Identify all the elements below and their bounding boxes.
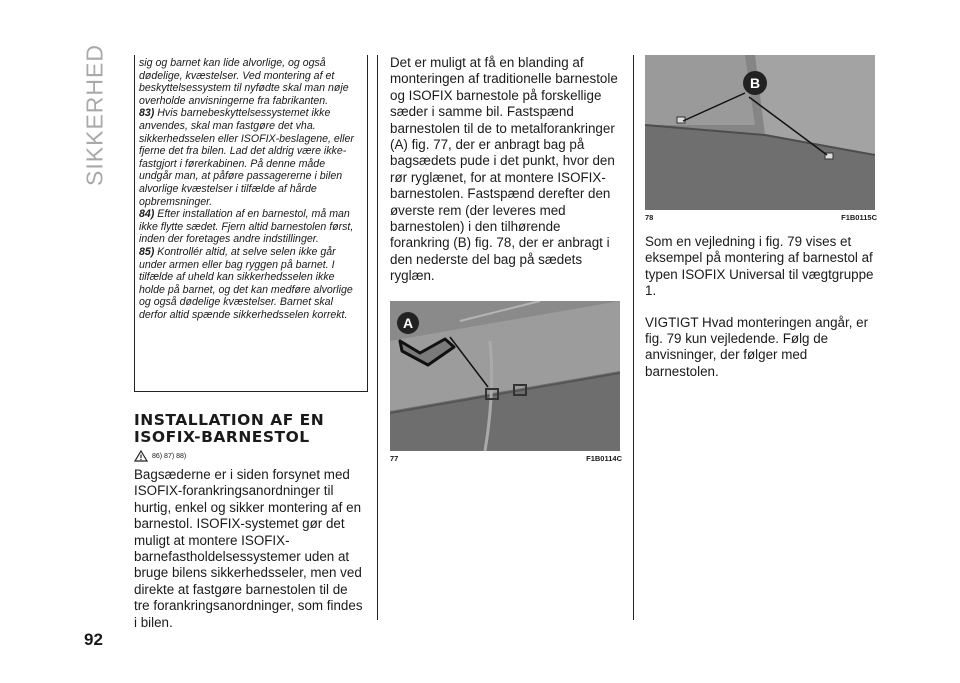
warning-references [134, 450, 364, 462]
figure-number: 78 [645, 213, 654, 222]
column-2 [390, 55, 622, 463]
warning-box [134, 55, 368, 392]
warning-item: 83) Hvis barnebeskyttelsessystemet ikke anvendes, skal man fastgøre det vha. sikkerhedsselen eller ISOFIX-beslagene, eller fjerne det fra bilen. Lad det aldrig være ikke-fastgjort i førerkabinen. På denne måde undgår man, at påføre passagererne i bilen alvorlige kvæstelser i tilfælde af hårde opbremsninger. [139, 107, 354, 208]
section-heading: INSTALLATION AF EN ISOFIX-BARNESTOL [134, 411, 325, 446]
warning-intro: sig og barnet kan lide alvorlige, og også dødelige, kvæstelser. Ved montering af et beskyttelsessystem til nyfødte skal man nøje overholde anvisningerne fra fabrikanten. [139, 57, 349, 107]
body-paragraph: Bagsæderne er i siden forsynet med ISOFIX-forankringsanordninger til hurtig, enkel og sikker montering af en barnestol. ISOFIX-systemet gør det muligt at montere ISOFIX-barnefastholdelsessystemer uden at bruge bilens sikkerhedsseler, men ved direkte at fastgøre barnestolen til de tre forankringsanordninger, som findes i bilen. [134, 467, 363, 630]
warning-item: 84) Efter installation af en barnestol, må man ikke flytte sædet. Fjern altid barnestolen først, inden der foretages andre indstillinger. [139, 208, 354, 246]
column-1 [134, 55, 364, 631]
column-divider [633, 55, 634, 620]
top-tether-anchor-illustration [645, 55, 875, 210]
body-paragraph: VIGTIGT Hvad monteringen angår, er fig. 79 kun vejledende. Følg de anvisninger, der følger med barnestolen. [645, 314, 869, 379]
warning-item: 85) Kontrollér altid, at selve selen ikke går under armen eller bag ryggen på barnet. I tilfælde af uheld kan sikkerhedsselen ikke holde på barnet, og det kan medføre alvorlige og også dødelige kvæstelser. Barnet skal derfor altid spænde sikkerhedsselen korrekt. [139, 245, 353, 321]
body-paragraph: Som en vejledning i fig. 79 vises et eksempel på montering af barnestol af typen ISOFIX Universal til vægtgruppe 1. [645, 234, 874, 299]
section-side-tab [80, 43, 110, 186]
reference-numbers: 86) 87) 88) [152, 452, 187, 460]
figure-code: F1B0114C [586, 453, 622, 463]
callout-b-label: B [749, 75, 761, 91]
column-divider [377, 55, 378, 620]
section-side-tab-label: SIKKERHED [81, 43, 108, 186]
callout-a-label: A [402, 314, 414, 331]
page-number: 92 [84, 630, 103, 649]
figure-caption [390, 454, 622, 463]
body-paragraph: Det er muligt at få en blanding af monteringen af traditionelle barnestole og ISOFIX barnestole på forskellige sæder i samme bil. Fastspænd barnestolen til de to metalforankringer (A) fig. 77, der er anbragt bag på bagsædets pude i det punkt, hvor den rør ryglænet, for at montere ISOFIX-barnestolen. Fastspænd derefter den øverste rem (der leveres med barnestolen) i den tilhørende forankring (B) fig. 78, der er anbragt i den nederste del bag på sædets ryglæn. [390, 55, 618, 284]
figure-code: F1B0115C [841, 213, 877, 222]
warning-triangle-icon [134, 450, 148, 462]
isofix-anchor-illustration [390, 301, 620, 451]
figure-77-isofix-anchor [390, 301, 620, 451]
column-3 [645, 55, 877, 395]
figure-caption [645, 213, 877, 222]
figure-number: 77 [390, 453, 399, 463]
figure-78-top-tether-anchor [645, 55, 875, 210]
